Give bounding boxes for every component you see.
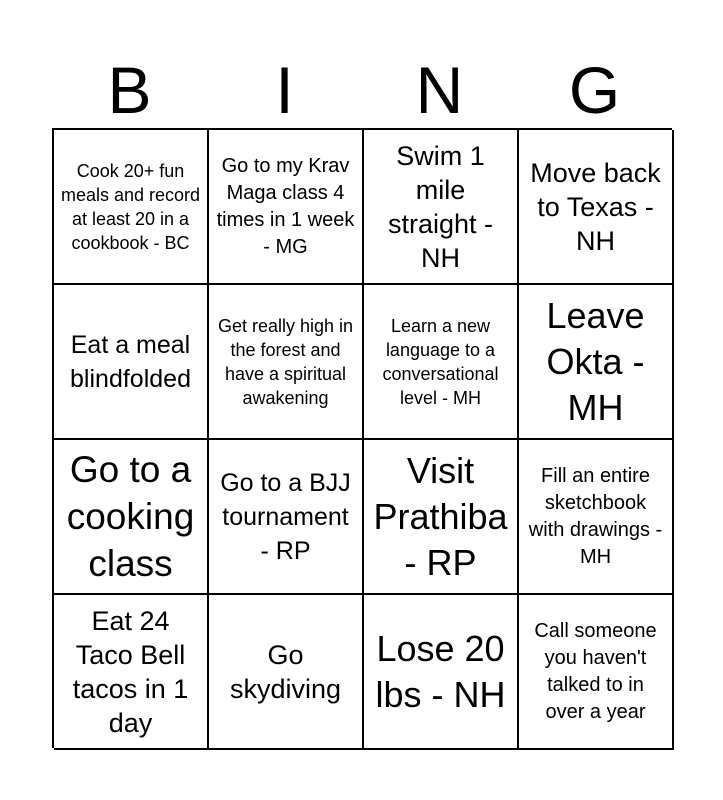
cell-text: Call someone you haven't talked to in over a year bbox=[534, 619, 657, 723]
cell-text: Go skydiving bbox=[229, 639, 342, 704]
bingo-cell[interactable] bbox=[209, 130, 364, 285]
cell-text: Eat 24 Taco Bell tacos in 1 day bbox=[72, 605, 189, 738]
header-letter-b: B bbox=[107, 53, 152, 127]
cell-text: Fill an entire sketchbook with drawings - MH bbox=[528, 464, 663, 568]
bingo-cell[interactable] bbox=[364, 285, 519, 440]
header-letter-g: G bbox=[568, 53, 621, 127]
header-letter-n: N bbox=[415, 53, 464, 127]
cell-text: Eat a meal blindfolded bbox=[70, 330, 191, 393]
cell-text: Lose 20 lbs - NH bbox=[375, 627, 506, 715]
bingo-board bbox=[52, 128, 672, 748]
cell-text: Visit Prathiba - RP bbox=[373, 449, 508, 583]
bingo-header bbox=[52, 52, 672, 128]
cell-text: Go to my Krav Maga class 4 times in 1 week - MG bbox=[216, 154, 355, 258]
cell-text: Go to a cooking class bbox=[66, 449, 195, 584]
bingo-cell[interactable] bbox=[364, 595, 519, 750]
cell-text: Cook 20+ fun meals and record at least 20 in a cookbook - BC bbox=[60, 160, 201, 253]
cell-text: Learn a new language to a conversational level - MH bbox=[382, 315, 499, 408]
cell-text: Go to a BJJ tournament - RP bbox=[220, 468, 351, 565]
bingo-cell[interactable] bbox=[54, 595, 209, 750]
bingo-cell[interactable] bbox=[364, 440, 519, 595]
bingo-cell[interactable] bbox=[54, 440, 209, 595]
cell-text: Leave Okta - MH bbox=[546, 294, 645, 428]
bingo-cell[interactable] bbox=[519, 440, 674, 595]
bingo-cell[interactable] bbox=[519, 595, 674, 750]
cell-text: Get really high in the forest and have a spiritual awakening bbox=[217, 315, 354, 408]
bingo-cell[interactable] bbox=[209, 595, 364, 750]
bingo-cell[interactable] bbox=[209, 440, 364, 595]
bingo-cell[interactable] bbox=[519, 130, 674, 285]
bingo-cell[interactable] bbox=[364, 130, 519, 285]
bingo-cell[interactable] bbox=[519, 285, 674, 440]
bingo-cell[interactable] bbox=[54, 130, 209, 285]
header-letter-i: I bbox=[275, 53, 294, 127]
cell-text: Move back to Texas - NH bbox=[530, 157, 661, 256]
cell-text: Swim 1 mile straight - NH bbox=[387, 140, 494, 273]
bingo-cell[interactable] bbox=[54, 285, 209, 440]
bingo-cell[interactable] bbox=[209, 285, 364, 440]
